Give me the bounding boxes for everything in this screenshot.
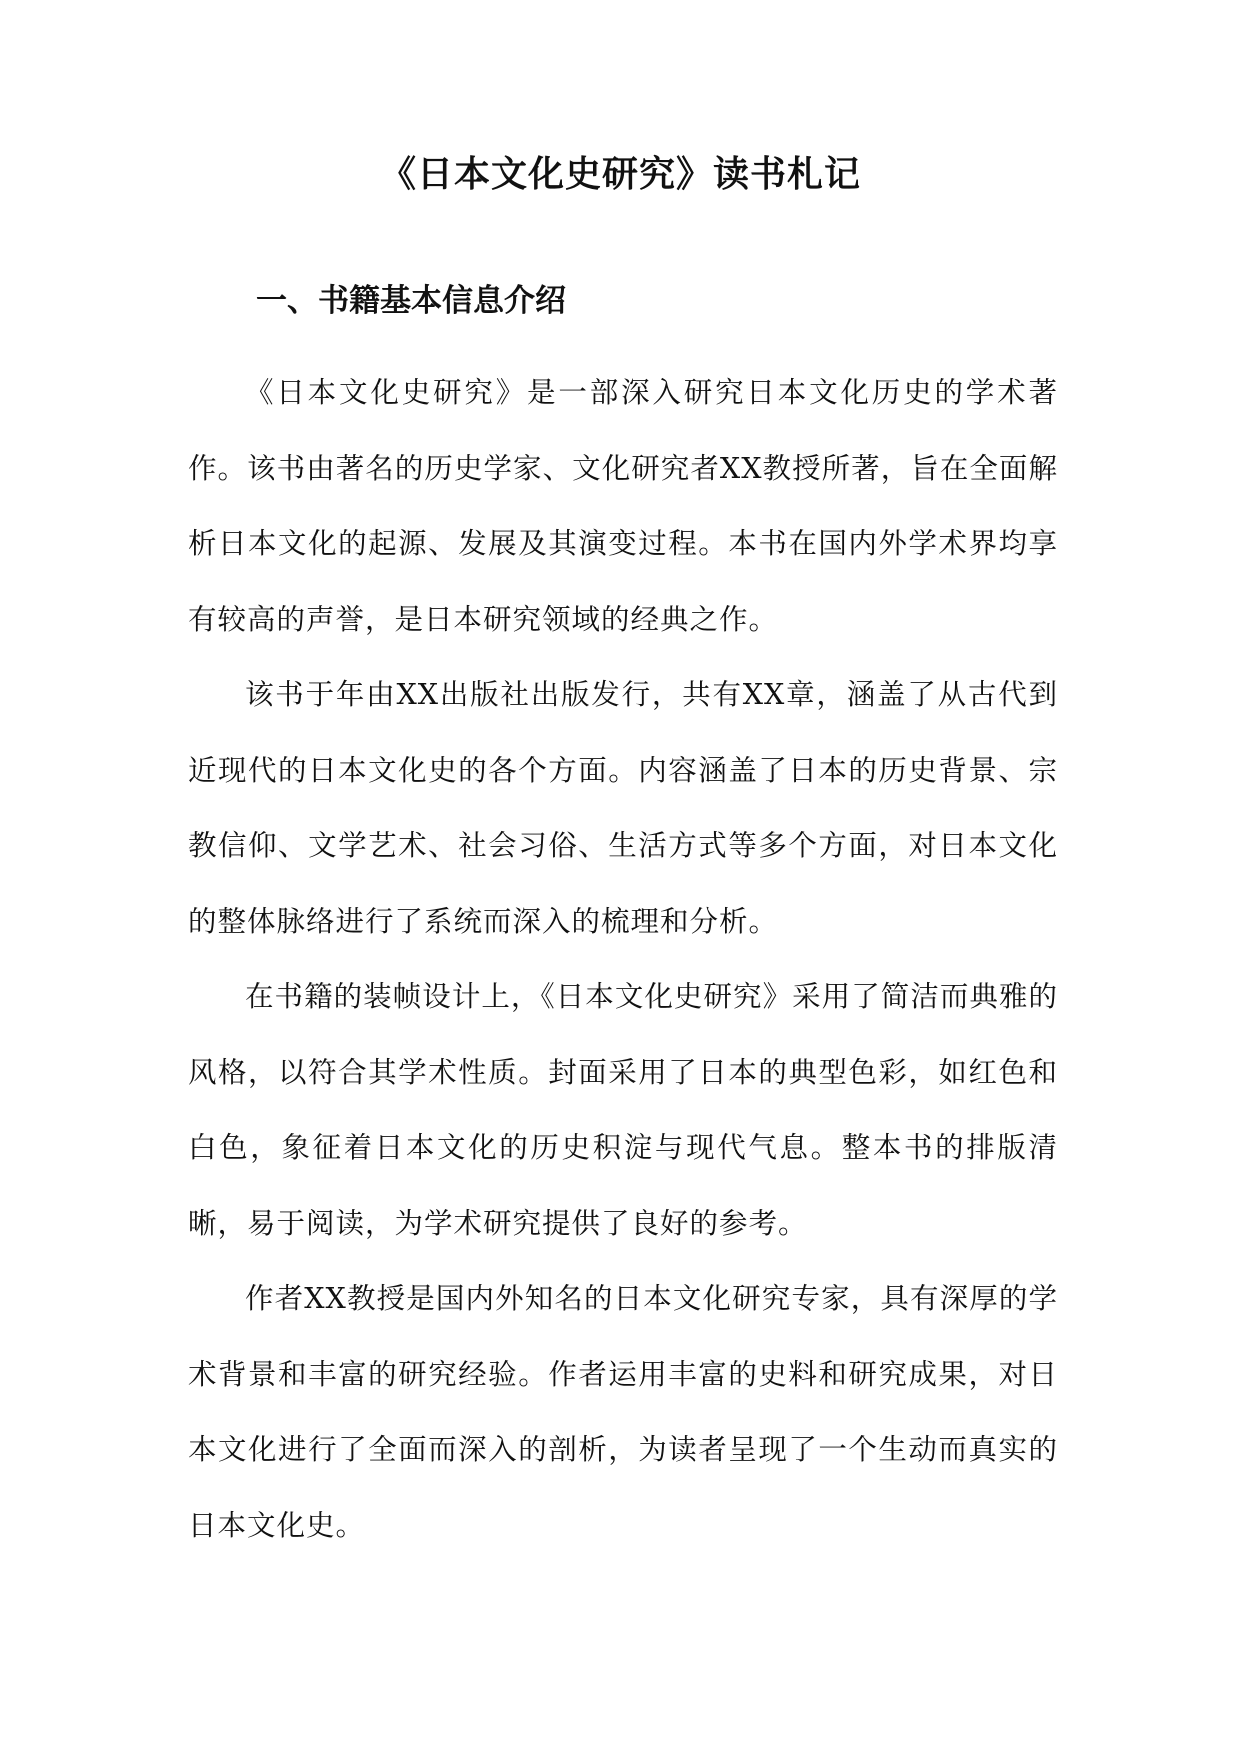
document-title: 《日本文化史研究》读书札记 (379, 154, 861, 195)
paragraph-author-info: 作者XX教授是国内外知名的日本文化研究专家，具有深厚的学术背景和丰富的研究经验。作者运用丰富的史料和研究成果，对日本文化进行了全面而深入的剖析，为读者呈现了一个生动而真实的日本文化史。 (188, 1282, 1058, 1542)
paragraph-binding-design: 在书籍的装帧设计上，《日本文化史研究》采用了简洁而典雅的风格，以符合其学术性质。封面采用了日本的典型色彩，如红色和白色，象征着日本文化的历史积淀与现代气息。整本书的排版清晰，易于阅读，为学术研究提供了良好的参考。 (188, 980, 1058, 1240)
paragraph-book-overview: 《日本文化史研究》是一部深入研究日本文化历史的学术著作。该书由著名的历史学家、文化研究者XX教授所著，旨在全面解析日本文化的起源、发展及其演变过程。本书在国内外学术界均享有较高的声誉，是日本研究领域的经典之作。 (188, 376, 1058, 636)
section-heading: 一、书籍基本信息介绍 (256, 283, 566, 319)
section-body (188, 355, 1058, 1563)
paragraph-publication-info: 该书于年由XX出版社出版发行，共有XX章，涵盖了从古代到近现代的日本文化史的各个方面。内容涵盖了日本的历史背景、宗教信仰、文学艺术、社会习俗、生活方式等多个方面，对日本文化的整体脉络进行了系统而深入的梳理和分析。 (188, 678, 1058, 938)
